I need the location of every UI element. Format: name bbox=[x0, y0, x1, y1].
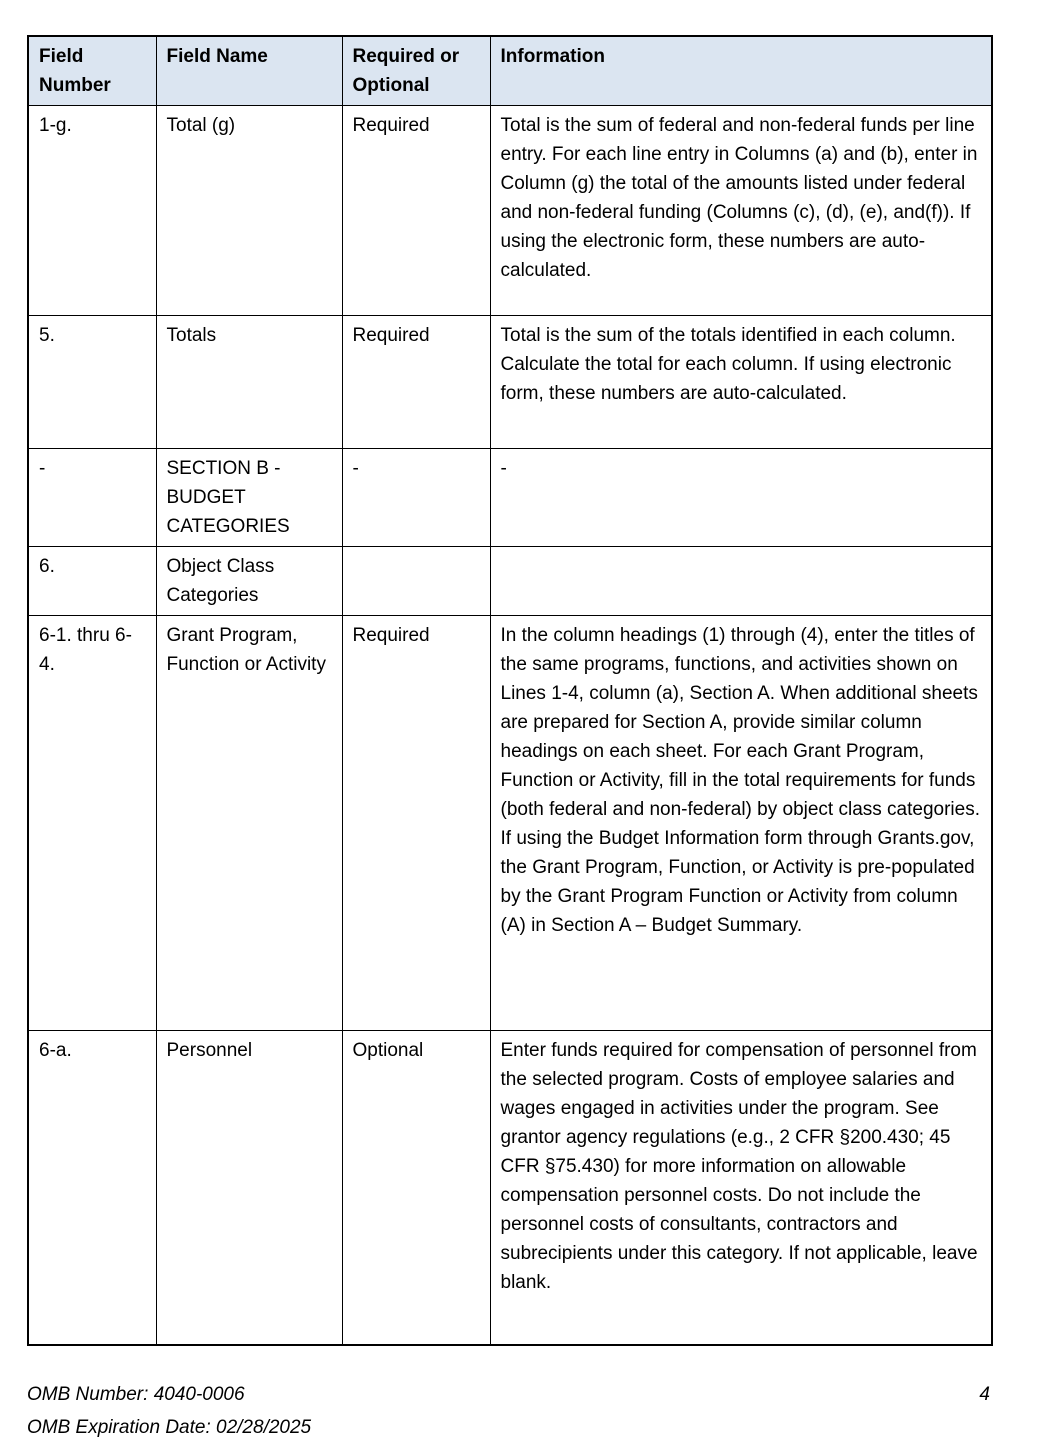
table-row bbox=[28, 106, 992, 316]
header-cell-required-optional: Required or Optional bbox=[342, 36, 490, 106]
cell-field-number: 5. bbox=[28, 316, 156, 449]
cell-field-name: Totals bbox=[156, 316, 342, 449]
table-row bbox=[28, 1031, 992, 1345]
page-footer bbox=[27, 1378, 991, 1444]
cell-information: - bbox=[490, 449, 992, 547]
cell-field-number: - bbox=[28, 449, 156, 547]
cell-required: Optional bbox=[342, 1031, 490, 1345]
header-cell-field-number: Field Number bbox=[28, 36, 156, 106]
cell-required: Required bbox=[342, 616, 490, 1031]
cell-field-number: 6. bbox=[28, 547, 156, 616]
table-header-row bbox=[28, 36, 992, 106]
field-instructions-table bbox=[27, 35, 993, 1346]
omb-number: OMB Number: 4040-0006 bbox=[27, 1384, 245, 1405]
cell-field-name: Total (g) bbox=[156, 106, 342, 316]
header-cell-information: Information bbox=[490, 36, 992, 106]
table-row bbox=[28, 449, 992, 547]
cell-field-name: SECTION B - BUDGET CATEGORIES bbox=[156, 449, 342, 547]
table-row bbox=[28, 547, 992, 616]
cell-information: Total is the sum of the totals identified in each column. Calculate the total for each column. If using electronic form, these numbers are auto-calculated. bbox=[490, 316, 992, 449]
cell-field-name: Object Class Categories bbox=[156, 547, 342, 616]
header-cell-field-name: Field Name bbox=[156, 36, 342, 106]
cell-information bbox=[490, 547, 992, 616]
cell-required: Required bbox=[342, 106, 490, 316]
table-row bbox=[28, 616, 992, 1031]
cell-field-number: 1-g. bbox=[28, 106, 156, 316]
cell-field-name: Grant Program, Function or Activity bbox=[156, 616, 342, 1031]
table-row bbox=[28, 316, 992, 449]
omb-expiration-date: OMB Expiration Date: 02/28/2025 bbox=[27, 1417, 312, 1438]
cell-required: Required bbox=[342, 316, 490, 449]
cell-field-name: Personnel bbox=[156, 1031, 342, 1345]
cell-required bbox=[342, 547, 490, 616]
cell-information: Total is the sum of federal and non-federal funds per line entry. For each line entry in Columns (a) and (b), enter in Column (g) the total of the amounts listed under federal and non-federal funding (Columns (c), (d), (e), and(f)). If using the electronic form, these numbers are auto-calculated. bbox=[490, 106, 992, 316]
cell-field-number: 6-a. bbox=[28, 1031, 156, 1345]
page-number: 4 bbox=[979, 1384, 990, 1405]
cell-field-number: 6-1. thru 6-4. bbox=[28, 616, 156, 1031]
cell-required: - bbox=[342, 449, 490, 547]
cell-information: In the column headings (1) through (4), enter the titles of the same programs, functions, and activities shown on Lines 1-4, column (a), Section A. When additional sheets are prepared for Section A, provide similar column headings on each sheet. For each Grant Program, Function or Activity, fill in the total requirements for funds (both federal and non-federal) by object class categories. If using the Budget Information form through Grants.gov, the Grant Program, Function, or Activity is pre-populated by the Grant Program Function or Activity from column (A) in Section A – Budget Summary. bbox=[490, 616, 992, 1031]
cell-information: Enter funds required for compensation of personnel from the selected program. Costs of employee salaries and wages engaged in activities under the program. See grantor agency regulations (e.g., 2 CFR §200.430; 45 CFR §75.430) for more information on allowable compensation personnel costs. Do not include the personnel costs of consultants, contractors and subrecipients under this category. If not applicable, leave blank. bbox=[490, 1031, 992, 1345]
